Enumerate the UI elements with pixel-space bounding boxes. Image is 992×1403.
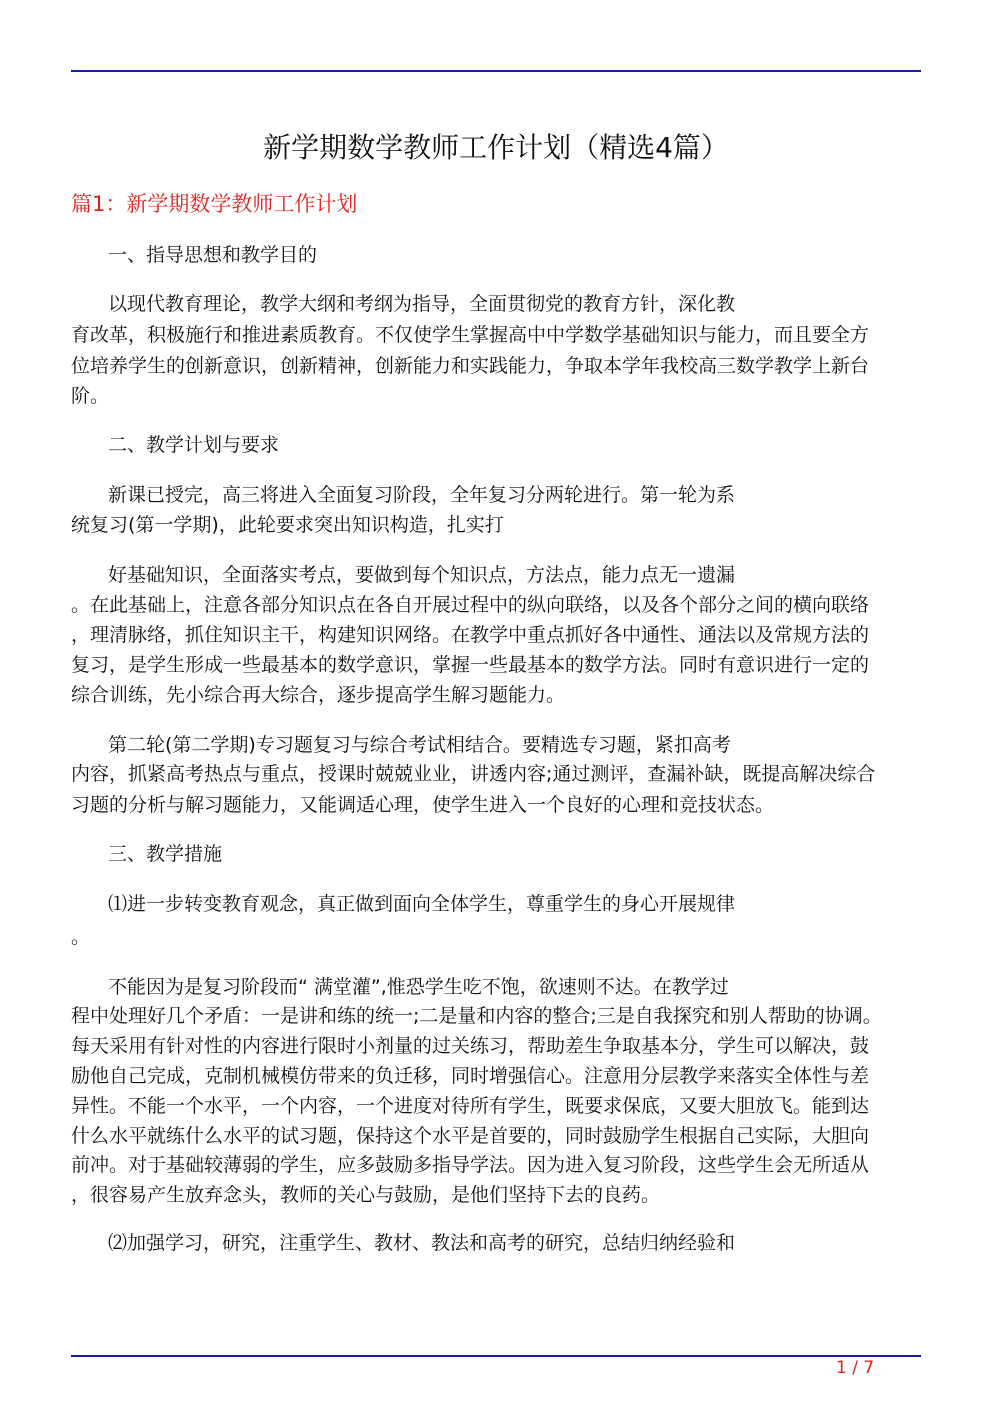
text-line: ⑴进一步转变教育观念，真正做到面向全体学生，尊重学生的身心开展规律 xyxy=(108,893,736,915)
text-line: 新课已授完，高三将进入全面复习阶段，全年复习分两轮进行。第一轮为系 xyxy=(108,484,736,506)
document-title: 新学期数学教师工作计划（精选4篇） xyxy=(263,131,729,164)
text-line: 程中处理好几个矛盾：一是讲和练的统一;二是量和内容的整合;三是自我探究和别人帮助的协调。 xyxy=(71,1005,882,1027)
text-line: 以现代教育理论，教学大纲和考纲为指导，全面贯彻党的教育方针，深化教 xyxy=(108,293,736,315)
footer-rule xyxy=(71,1355,921,1357)
text-line: 。 xyxy=(71,926,91,948)
text-line: 综合训练，先小综合再大综合，逐步提高学生解习题能力。 xyxy=(71,684,566,706)
text-line: 育改革，积极施行和推进素质教育。不仅使学生掌握高中中学数学基础知识与能力，而且要全方 xyxy=(71,324,870,346)
text-line: 不能因为是复习阶段而“ 满堂灌”,惟恐学生吃不饱，欲速则不达。在教学过 xyxy=(108,976,729,998)
text-line: 习题的分析与解习题能力，又能调适心理，使学生进入一个良好的心理和竞技状态。 xyxy=(71,794,775,816)
subheading: 一、指导思想和教学目的 xyxy=(108,244,318,266)
text-line: 统复习(第一学期)，此轮要求突出知识构造，扎实打 xyxy=(71,514,504,536)
text-line: 励他自己完成，克制机械模仿带来的负迁移，同时增强信心。注意用分层教学来落实全体性与差 xyxy=(71,1065,870,1087)
text-line: 内容，抓紧高考热点与重点，授课时兢兢业业，讲透内容;通过测评，查漏补缺，既提高解决综合 xyxy=(71,763,876,785)
text-line: 位培养学生的创新意识，创新精神，创新能力和实践能力，争取本学年我校高三数学教学上新台 xyxy=(71,355,870,377)
text-line: 复习，是学生形成一些最基本的数学意识，掌握一些最基本的数学方法。同时有意识进行一定的 xyxy=(71,654,870,676)
section-heading: 篇1：新学期数学教师工作计划 xyxy=(71,192,358,216)
text-line: 异性。不能一个水平，一个内容，一个进度对待所有学生，既要求保底，又要大胆放飞。能到达 xyxy=(71,1095,870,1117)
text-line: 每天采用有针对性的内容进行限时小剂量的过关练习，帮助差生争取基本分，学生可以解决，鼓 xyxy=(71,1035,870,1057)
text-line: 第二轮(第二学期)专习题复习与综合考试相结合。要精选专习题，紧扣高考 xyxy=(108,734,731,756)
text-line: 什么水平就练什么水平的试习题，保持这个水平是首要的，同时鼓励学生根据自己实际，大胆向 xyxy=(71,1125,870,1147)
text-line: 前冲。对于基础较薄弱的学生，应多鼓励多指导学法。因为进入复习阶段，这些学生会无所适从 xyxy=(71,1154,870,1176)
page-number: 1 / 7 xyxy=(836,1358,875,1378)
text-line: 阶。 xyxy=(71,385,110,407)
text-line: 。在此基础上，注意各部分知识点在各自开展过程中的纵向联络，以及各个部分之间的横向联络 xyxy=(71,594,870,616)
text-line: 好基础知识，全面落实考点，要做到每个知识点，方法点，能力点无一遗漏 xyxy=(108,564,736,586)
text-line: ，很容易产生放弃念头，教师的关心与鼓励，是他们坚持下去的良药。 xyxy=(71,1184,661,1206)
header-rule xyxy=(71,70,921,72)
subheading: 二、教学计划与要求 xyxy=(108,434,280,456)
subheading: 三、教学措施 xyxy=(108,843,223,865)
text-line: ⑵加强学习，研究，注重学生、教材、教法和高考的研究，总结归纳经验和 xyxy=(108,1232,736,1254)
text-line: ，理清脉络，抓住知识主干，构建知识网络。在教学中重点抓好各中通性、通法以及常规方法的 xyxy=(71,624,870,646)
